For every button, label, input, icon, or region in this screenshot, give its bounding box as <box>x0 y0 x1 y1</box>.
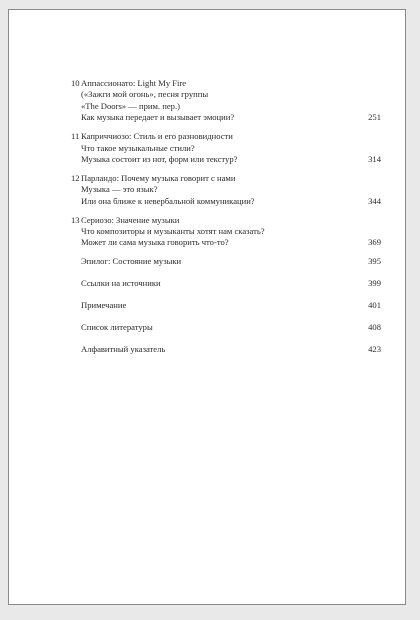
chapter-number: 13 <box>71 214 80 225</box>
toc-entry-epilogue <box>71 256 381 267</box>
chapter-question: Что такое музыкальные стили? <box>81 142 195 153</box>
page-number: 395 <box>368 256 381 267</box>
chapter-title: Парландо: Почему музыка говорит с нами <box>81 172 236 183</box>
entry-title: Примечание <box>81 300 127 311</box>
page-number: 251 <box>368 112 381 123</box>
entry-title: Алфавитный указатель <box>81 344 166 355</box>
page-number: 314 <box>368 153 381 164</box>
chapter-question: Что композиторы и музыканты хотят нам сказать? <box>81 225 265 236</box>
toc-entry-index <box>71 344 381 355</box>
chapter-question: Музыка — это язык? <box>81 184 158 195</box>
toc-entry-10 <box>71 78 381 124</box>
page-number: 401 <box>368 300 381 311</box>
chapter-title: Аппассионато: Light My Fire <box>81 78 187 88</box>
page-number: 344 <box>368 195 381 206</box>
toc-entry-11 <box>71 131 381 165</box>
page-number: 408 <box>368 322 381 333</box>
toc-entry-12 <box>71 173 381 207</box>
chapter-question: Или она ближе к невербальной коммуникации? <box>81 195 255 206</box>
chapter-number: 11 <box>71 131 80 142</box>
chapter-subtitle-line: («Зажги мой огонь», песня группы <box>81 89 209 100</box>
page-number: 399 <box>368 278 381 289</box>
table-of-contents <box>71 78 381 366</box>
toc-entry-references <box>71 278 381 289</box>
entry-title: Эпилог: Состояние музыки <box>81 256 182 267</box>
chapter-question: Как музыка передает и вызывает эмоции? <box>81 112 235 123</box>
page-number: 423 <box>368 344 381 355</box>
entry-title: Список литературы <box>81 322 153 333</box>
chapter-question: Может ли сама музыка говорить что-то? <box>81 237 229 248</box>
chapter-question: Музыка состоит из нот, форм или текстур? <box>81 153 238 164</box>
toc-entry-notes <box>71 300 381 311</box>
entry-title: Ссылки на источники <box>81 278 161 289</box>
toc-entry-13 <box>71 215 381 249</box>
page-number: 369 <box>368 237 381 248</box>
toc-entry-bibliography <box>71 322 381 333</box>
chapter-title: Сериозо: Значение музыки <box>81 214 180 225</box>
chapter-number: 10 <box>71 78 80 88</box>
book-page <box>8 9 406 605</box>
chapter-subtitle-line: «The Doors» — прим. пер.) <box>81 100 180 111</box>
chapter-title: Каприччиозо: Стиль и его разновидности <box>81 131 233 142</box>
chapter-number: 12 <box>71 172 80 183</box>
